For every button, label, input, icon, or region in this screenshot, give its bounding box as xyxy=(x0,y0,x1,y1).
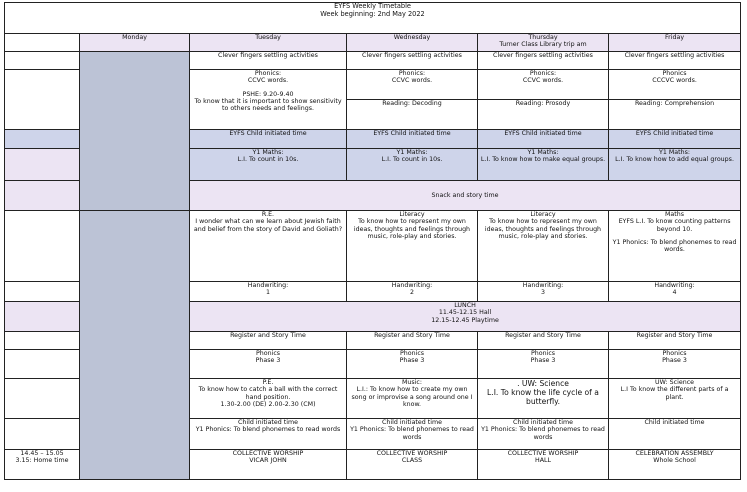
music-wed-title: Music: xyxy=(401,379,423,386)
pe-tue-title: P.E. xyxy=(262,379,274,386)
maths-wed-title: Y1 Maths: xyxy=(396,149,428,156)
time-cell xyxy=(5,282,80,302)
worship-time: 14.45 – 15.05 xyxy=(20,450,64,457)
child-pm-thu-title: Child initiated time xyxy=(512,419,574,426)
worship-thu-title: COLLECTIVE WORSHIP xyxy=(507,450,579,457)
maths-wed xyxy=(347,149,478,181)
handwriting-wed-label: Handwriting: xyxy=(391,282,433,289)
time-cell xyxy=(5,350,80,379)
phonics-thu-title: Phonics: xyxy=(529,70,557,77)
phonics-pm-thu-title: Phonics xyxy=(530,350,556,357)
worship-wed-title: COLLECTIVE WORSHIP xyxy=(376,450,448,457)
child-initiated-fri: EYFS Child initiated time xyxy=(609,130,741,149)
literacy-wed xyxy=(347,211,478,282)
maths-thu-title: Y1 Maths: xyxy=(527,149,559,156)
pshe-tue-objective: To know that it is important to show sensitivity to others needs and feelings. xyxy=(194,97,342,113)
literacy-thu-title: Literacy xyxy=(530,211,556,218)
register-wed: Register and Story Time xyxy=(347,332,478,350)
literacy-wed-objective: To know how to represent my own ideas, thoughts and feelings through music, role-play and stories. xyxy=(353,218,471,240)
pe-tue-times: 1.30-2.00 (DE) 2.00-2.30 (CM) xyxy=(220,400,316,408)
science-fri-objective: L.I To know the different parts of a plant. xyxy=(620,386,729,401)
register-fri: Register and Story Time xyxy=(609,332,741,350)
handwriting-tue xyxy=(190,282,347,302)
weekly-timetable xyxy=(4,2,741,480)
handwriting-wed-number: 2 xyxy=(409,289,414,297)
child-pm-thu-phonics: Y1 Phonics: To blend phonemes to read words xyxy=(481,426,605,441)
phonics-fri xyxy=(609,70,741,100)
header-blank xyxy=(5,34,80,52)
maths-fri-lesson xyxy=(609,211,741,282)
science-fri xyxy=(609,379,741,419)
handwriting-thu-label: Handwriting: xyxy=(522,282,564,289)
lunch-cell xyxy=(190,302,741,332)
music-wed xyxy=(347,379,478,419)
child-pm-fri-title: Child initiated time xyxy=(644,419,705,426)
maths-tue-objective: L.I. To count in 10s. xyxy=(237,156,299,164)
lunch-hall-time: 11.45-12.15 Hall xyxy=(438,309,492,317)
settling-row xyxy=(5,52,741,70)
lunch-playtime: 12.15-12.45 Playtime xyxy=(431,316,499,324)
phonics-pm-wed-title: Phonics xyxy=(399,350,425,357)
pe-tue-objective: To know how to catch a ball with the correct hand position. xyxy=(198,386,338,401)
literacy-thu xyxy=(478,211,609,282)
time-cell xyxy=(5,211,80,282)
time-cell xyxy=(5,52,80,70)
handwriting-fri xyxy=(609,282,741,302)
science-thu-title: . UW: Science xyxy=(517,379,569,388)
phonics-pm-tue-phase: Phase 3 xyxy=(255,357,281,365)
handwriting-tue-number: 1 xyxy=(265,289,270,297)
child-initiated-thu: EYFS Child initiated time xyxy=(478,130,609,149)
maths-fri-title: Y1 Maths: xyxy=(659,149,691,156)
home-time: 3.15: Home time xyxy=(15,457,69,465)
child-pm-wed xyxy=(347,419,478,450)
phonics-tue-title: Phonics: xyxy=(254,70,282,77)
maths-tue xyxy=(190,149,347,181)
day-friday: Friday xyxy=(609,34,741,52)
monday-column-morning xyxy=(80,52,190,211)
assembly-fri-audience: Whole School xyxy=(653,457,696,465)
time-cell xyxy=(5,332,80,350)
day-header-row xyxy=(5,34,741,52)
snack-story-time: Snack and story time xyxy=(190,181,741,211)
re-tue-title: R.E. xyxy=(261,211,275,218)
maths-thu xyxy=(478,149,609,181)
child-pm-tue xyxy=(190,419,347,450)
time-cell xyxy=(5,419,80,450)
time-cell xyxy=(5,149,80,181)
time-cell xyxy=(5,130,80,149)
handwriting-wed xyxy=(347,282,478,302)
pshe-tue-time: PSHE: 9.20-9.40 xyxy=(242,90,294,98)
time-cell xyxy=(5,302,80,332)
phonics-pm-thu-phase: Phase 3 xyxy=(530,357,556,365)
phonics-pm-tue-title: Phonics xyxy=(255,350,281,357)
worship-wed-leader: CLASS xyxy=(401,457,423,465)
phonics-pm-fri xyxy=(609,350,741,379)
music-wed-objective: L.I.: To know how to create my own song or improvise a song around one I know. xyxy=(351,386,473,408)
science-thu-objective: L.I. To know the life cycle of a butterfly. xyxy=(487,388,599,406)
day-thursday xyxy=(478,34,609,52)
pe-tue xyxy=(190,379,347,419)
re-tue xyxy=(190,211,347,282)
time-cell xyxy=(5,181,80,211)
maths-fri-objective: L.I. To know how to add equal groups. xyxy=(615,156,734,164)
day-tuesday: Tuesday xyxy=(190,34,347,52)
settling-wed: Clever fingers settling activities xyxy=(347,52,478,70)
phonics-pm-fri-title: Phonics xyxy=(662,350,687,357)
maths-fri xyxy=(609,149,741,181)
phonics-pm-thu xyxy=(478,350,609,379)
worship-tue-title: COLLECTIVE WORSHIP xyxy=(232,450,304,457)
phonics-wed-title: Phonics: xyxy=(398,70,426,77)
settling-tue: Clever fingers settling activities xyxy=(190,52,347,70)
maths-tue-title: Y1 Maths: xyxy=(252,149,284,156)
register-tue: Register and Story Time xyxy=(190,332,347,350)
worship-thu-leader: HALL xyxy=(534,457,552,465)
child-pm-wed-phonics: Y1 Phonics: To blend phonemes to read words xyxy=(350,426,474,441)
child-initiated-wed: EYFS Child initiated time xyxy=(347,130,478,149)
phonics-thu xyxy=(478,70,609,100)
worship-time-cell xyxy=(5,450,80,480)
worship-thu xyxy=(478,450,609,480)
week-beginning: Week beginning: 2nd May 2022 xyxy=(320,9,425,18)
maths-fri-lesson-title: Maths xyxy=(665,211,685,218)
phonics-thu-focus: CCVC words. xyxy=(522,77,564,85)
settling-fri: Clever fingers settling activities xyxy=(609,52,741,70)
science-thu xyxy=(478,379,609,419)
phonics-fri-title: Phonics xyxy=(662,70,687,77)
day-thursday-label: Thursday xyxy=(528,34,558,41)
maths-wed-objective: L.I. To count in 10s. xyxy=(381,156,443,164)
phonics-tue-focus: CCVC words. xyxy=(247,77,289,85)
phonics-pshe-tue xyxy=(190,70,347,130)
settling-thu: Clever fingers settling activities xyxy=(478,52,609,70)
phonics-wed xyxy=(347,70,478,100)
phonics-pm-wed-phase: Phase 3 xyxy=(399,357,425,365)
handwriting-thu-number: 3 xyxy=(540,289,545,297)
time-cell xyxy=(5,70,80,130)
re-tue-question: I wonder what can we learn about Jewish faith and belief from the story of David and Goliath? xyxy=(193,218,343,233)
phonics-pm-wed xyxy=(347,350,478,379)
day-monday: Monday xyxy=(80,34,190,52)
thursday-library-note: Turner Class Library trip am xyxy=(499,41,587,49)
title-text: EYFS Weekly Timetable xyxy=(334,2,411,10)
phonics-wed-focus: CCVC words. xyxy=(391,77,433,85)
worship-wed xyxy=(347,450,478,480)
register-thu: Register and Story Time xyxy=(478,332,609,350)
reading-fri: Reading: Comprehension xyxy=(609,100,741,130)
worship-fri xyxy=(609,450,741,480)
lunch-title: LUNCH xyxy=(454,302,476,309)
child-pm-tue-title: Child initiated time xyxy=(237,419,299,426)
lesson-row xyxy=(5,211,741,282)
child-pm-fri xyxy=(609,419,741,450)
literacy-wed-title: Literacy xyxy=(399,211,425,218)
monday-column-rest xyxy=(80,211,190,480)
assembly-fri-title: CELEBRATION ASSEMBLY xyxy=(635,450,714,457)
maths-thu-objective: L.I. To know how to make equal groups. xyxy=(480,156,606,164)
worship-tue xyxy=(190,450,347,480)
phonics-fri-focus: CCCVC words. xyxy=(652,77,697,85)
phonics-pm-fri-phase: Phase 3 xyxy=(662,357,687,365)
handwriting-tue-label: Handwriting: xyxy=(247,282,289,289)
handwriting-fri-number: 4 xyxy=(672,289,677,297)
handwriting-thu xyxy=(478,282,609,302)
child-pm-tue-phonics: Y1 Phonics: To blend phonemes to read words xyxy=(195,426,341,434)
phonics-pm-tue xyxy=(190,350,347,379)
literacy-thu-objective: To know how to represent my own ideas, thoughts and feelings through music, role-play and stories. xyxy=(484,218,602,240)
child-pm-thu xyxy=(478,419,609,450)
maths-fri-lesson-y1: Y1 Phonics: To blend phonemes to read words. xyxy=(612,238,737,254)
reading-thu: Reading: Prosody xyxy=(478,100,609,130)
child-pm-wed-title: Child initiated time xyxy=(381,419,443,426)
maths-fri-lesson-eyfs: EYFS L.I. To know counting patterns beyond 10. xyxy=(618,218,731,233)
timetable-title xyxy=(5,3,741,34)
time-cell xyxy=(5,379,80,419)
science-fri-title: UW: Science xyxy=(655,379,695,386)
reading-wed: Reading: Decoding xyxy=(347,100,478,130)
worship-tue-leader: VICAR JOHN xyxy=(249,457,287,465)
day-wednesday: Wednesday xyxy=(347,34,478,52)
child-initiated-tue: EYFS Child initiated time xyxy=(190,130,347,149)
handwriting-fri-label: Handwriting: xyxy=(654,282,695,289)
